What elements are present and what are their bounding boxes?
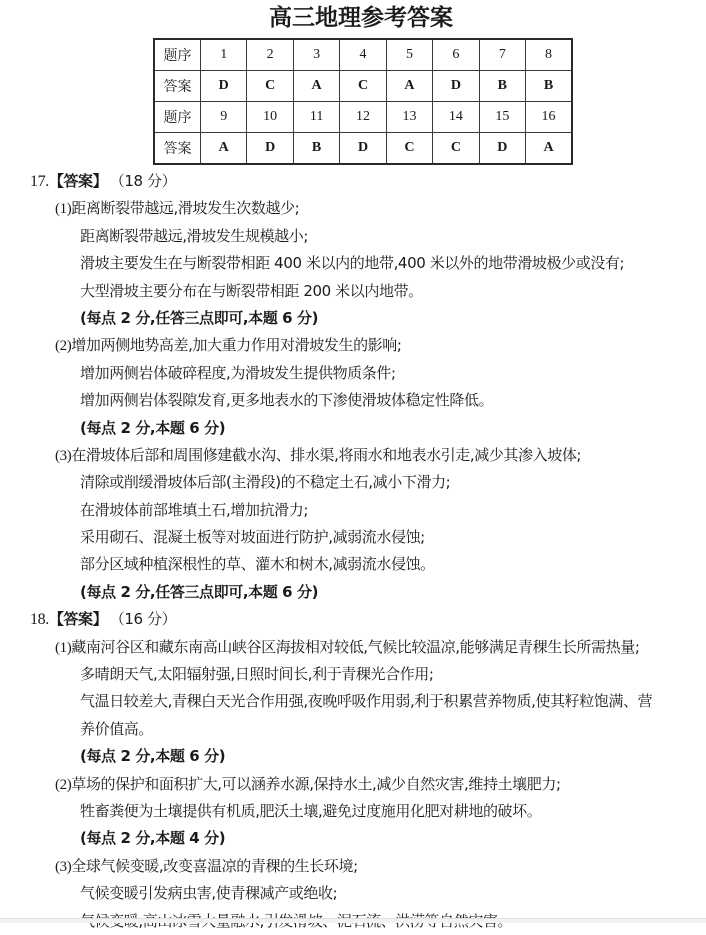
table-row-answers-2	[154, 133, 572, 165]
answer-text: 增加两侧岩体裂隙发育,更多地表水的下渗使滑坡体稳定性降低。	[80, 391, 494, 410]
answer-cell: A	[386, 71, 432, 102]
answer-cell: B	[293, 133, 339, 165]
row-label-answer: 答案	[154, 133, 201, 165]
answer-cell: D	[247, 133, 293, 165]
answer-text: 气温日较差大,青稞白天光合作用强,夜晚呼吸作用弱,利于积累营养物质,使其籽粒饱满、营	[80, 692, 653, 711]
row-label-answer: 答案	[154, 71, 201, 102]
table-row-answers-1	[154, 71, 572, 102]
answer-table	[153, 38, 573, 165]
answer-cell: C	[433, 133, 479, 165]
question-number: 3	[293, 39, 339, 71]
question-17-heading	[0, 168, 706, 195]
answer-tag: 【答案】	[48, 610, 108, 629]
sub-question-line	[0, 853, 706, 880]
answer-text: 多晴朗天气,太阳辐射强,日照时间长,利于青稞光合作用;	[80, 665, 434, 684]
page-title: 高三地理参考答案	[269, 5, 453, 31]
answer-cell: D	[340, 133, 386, 165]
question-number: 12	[340, 102, 386, 133]
question-number: 7	[479, 39, 525, 71]
sub-question-line	[0, 634, 706, 661]
sub-question-label: (1)	[55, 201, 72, 218]
answer-cell: A	[293, 71, 339, 102]
answer-cell: B	[526, 71, 572, 102]
scoring-note: (每点 2 分,本题 6 分)	[80, 747, 226, 766]
question-number: 16	[526, 102, 572, 133]
answer-text: 增加两侧地势高差,加大重力作用对滑坡发生的影响;	[71, 336, 402, 355]
question-number: 18.	[30, 611, 49, 629]
question-number: 9	[201, 102, 247, 133]
answer-text: 增加两侧岩体破碎程度,为滑坡发生提供物质条件;	[80, 363, 396, 382]
question-number: 5	[386, 39, 432, 71]
sub-question-label: (2)	[55, 776, 72, 793]
answer-text: 养价值高。	[80, 719, 154, 738]
question-number: 10	[247, 102, 293, 133]
sub-question-line	[0, 771, 706, 798]
answer-tag: 【答案】	[48, 172, 108, 190]
scoring-note: (每点 2 分,任答三点即可,本题 6 分)	[80, 308, 319, 327]
question-score: （16 分）	[117, 610, 177, 629]
scoring-note: (每点 2 分,任答三点即可,本题 6 分)	[80, 582, 319, 601]
answer-text: 滑坡主要发生在与断裂带相距 400 米以内的地带,400 米以外的地带滑坡极少或没有;	[80, 254, 625, 273]
sub-question-label: (3)	[55, 447, 72, 464]
question-number: 2	[247, 39, 293, 71]
answer-content	[0, 168, 706, 935]
answer-text: 部分区域种植深根性的草、灌木和树木,减弱流水侵蚀。	[80, 555, 435, 574]
page-bottom-edge	[0, 918, 706, 923]
sub-question-line	[0, 442, 706, 469]
answer-text: 在滑坡体后部和周围修建截水沟、排水渠,将雨水和地表水引走,减少其渗入坡体;	[71, 445, 582, 464]
sub-question-label: (3)	[55, 858, 72, 875]
answer-text: 全球气候变暖,改变喜温凉的青稞的生长环境;	[71, 856, 358, 875]
answer-cell: C	[386, 133, 432, 165]
answer-cell: C	[247, 71, 293, 102]
answer-text: 大型滑坡主要分布在与断裂带相距 200 米以内地带。	[80, 281, 423, 300]
answer-cell: C	[340, 71, 386, 102]
question-number: 8	[526, 39, 572, 71]
question-number: 11	[293, 102, 339, 133]
sub-question-label: (2)	[55, 338, 72, 355]
question-number: 15	[479, 102, 525, 133]
answer-text: 藏南河谷区和藏东南高山峡谷区海拔相对较低,气候比较温凉,能够满足青稞生长所需热量;	[71, 637, 640, 656]
sub-question-label: (1)	[55, 639, 72, 656]
answer-cell: A	[201, 133, 247, 165]
answer-cell: D	[433, 71, 479, 102]
table-row-numbers-2	[154, 102, 572, 133]
answer-text: 牲畜粪便为土壤提供有机质,肥沃土壤,避免过度施用化肥对耕地的破坏。	[80, 801, 542, 820]
sub-question-line	[0, 332, 706, 359]
answer-text: 距离断裂带越远,滑坡发生规模越小;	[80, 226, 309, 245]
question-number: 1	[201, 39, 247, 71]
answer-cell: D	[479, 133, 525, 165]
row-label-number: 题序	[154, 39, 201, 71]
answer-cell: A	[526, 133, 572, 165]
question-18-heading	[0, 606, 706, 633]
scoring-note: (每点 2 分,本题 4 分)	[80, 829, 226, 848]
answer-text: 在滑坡体前部堆填土石,增加抗滑力;	[80, 500, 309, 519]
answer-text: 采用砌石、混凝土板等对坡面进行防护,减弱流水侵蚀;	[80, 528, 425, 547]
row-label-number: 题序	[154, 102, 201, 133]
sub-question-line	[0, 195, 706, 222]
answer-cell: D	[201, 71, 247, 102]
table-row-numbers-1	[154, 39, 572, 71]
answer-text: 气候变暖引发病虫害,使青稞减产或绝收;	[80, 884, 338, 903]
question-score: （18 分）	[117, 172, 177, 190]
question-number: 17.	[30, 173, 49, 190]
answer-text: 距离断裂带越远,滑坡发生次数越少;	[71, 199, 300, 218]
answer-cell: B	[479, 71, 525, 102]
answer-text: 清除或削缓滑坡体后部(主滑段)的不稳定土石,减小下滑力;	[80, 473, 451, 492]
question-number: 14	[433, 102, 479, 133]
answer-text: 草场的保护和面积扩大,可以涵养水源,保持水土,减少自然灾害,维持土壤肥力;	[71, 774, 561, 793]
scoring-note: (每点 2 分,本题 6 分)	[80, 418, 226, 437]
question-number: 6	[433, 39, 479, 71]
question-number: 4	[340, 39, 386, 71]
question-number: 13	[386, 102, 432, 133]
